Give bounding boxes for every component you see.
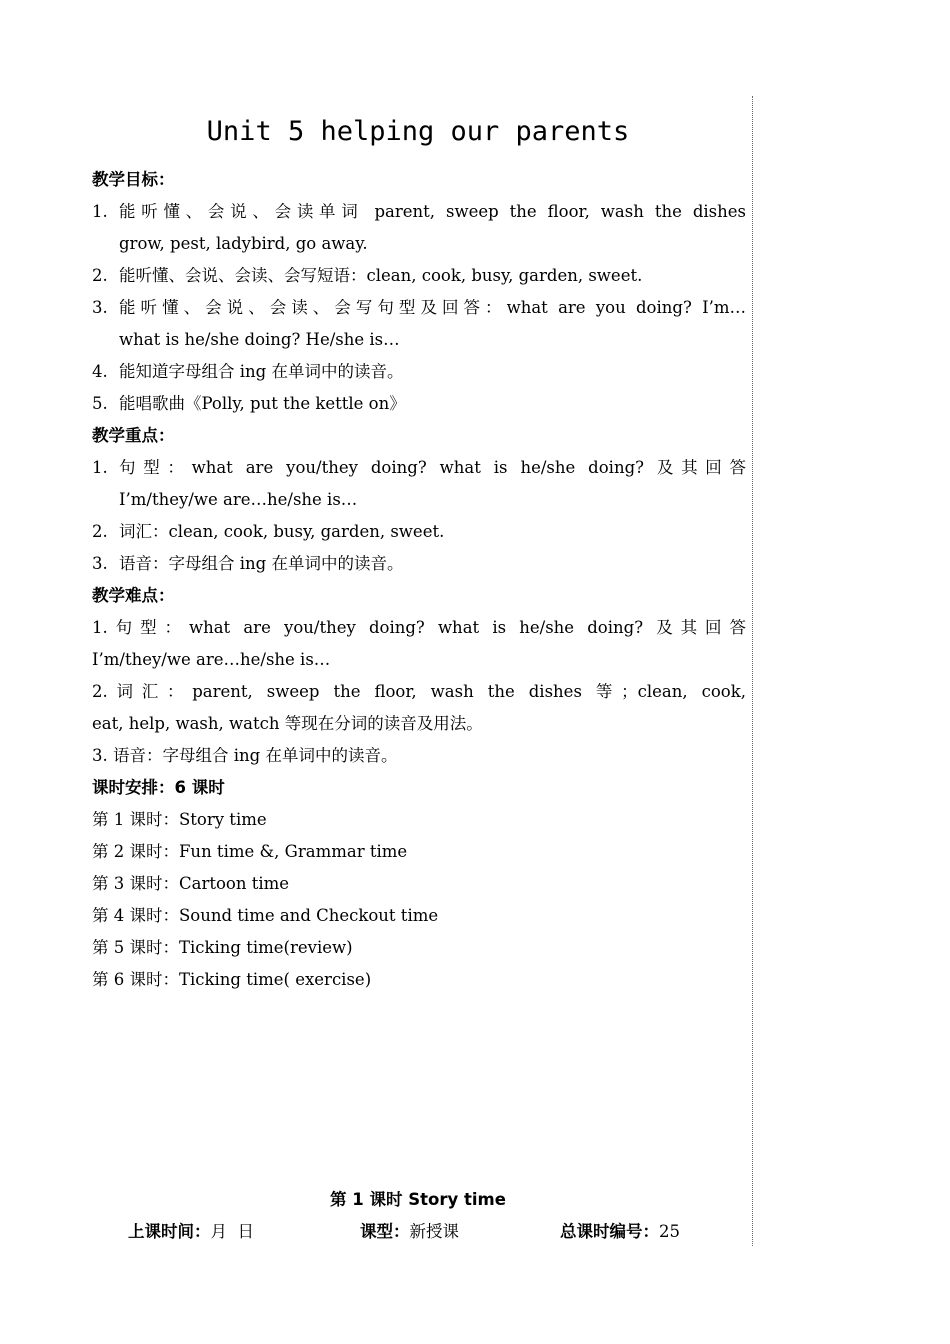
page-margin-line xyxy=(752,96,753,1246)
goal-text: 能听懂、会说、会读单词 parent, sweep the floor, wash the dishes xyxy=(119,202,746,221)
lesson-number-value: 25 xyxy=(659,1222,680,1241)
class-time-value: 月 日 xyxy=(210,1222,254,1241)
difficulty-line-2: I’m/they/we are…he/she is… xyxy=(92,650,331,669)
goal-item-4 xyxy=(92,356,746,388)
schedule-heading: 课时安排：6 课时 xyxy=(92,778,225,797)
lesson-item: 第 5 课时：Ticking time(review) xyxy=(92,938,353,957)
lesson-item: 第 1 课时：Story time xyxy=(92,810,267,829)
difficulty-line-3: 2.词汇：parent, sweep the floor, wash the dishes 等；clean, cook, xyxy=(92,682,746,701)
goal-text: 能知道字母组合 ing 在单词中的读音。 xyxy=(119,362,404,381)
key-point-number: 1. xyxy=(92,458,108,477)
goal-text: 能听懂、会说、会读、会写句型及回答：what are you doing? I’m… xyxy=(119,298,746,317)
goal-text: 能听懂、会说、会读、会写短语：clean, cook, busy, garden, sweet. xyxy=(119,266,643,285)
lesson-number-label: 总课时编号： xyxy=(560,1222,659,1241)
goal-item-1 xyxy=(92,196,746,228)
goal-item-2 xyxy=(92,260,746,292)
key-point-item-3 xyxy=(92,548,746,580)
lesson-type-label: 课型： xyxy=(360,1222,410,1241)
lesson-title: 第 1 课时 Story time xyxy=(330,1190,506,1209)
lesson-item: 第 3 课时：Cartoon time xyxy=(92,874,290,893)
lesson-item: 第 6 课时：Ticking time( exercise) xyxy=(92,970,372,989)
goal-item-3-continuation: what is he/she doing? He/she is… xyxy=(119,330,400,349)
difficulty-line-4: eat, help, wash, watch 等现在分词的读音及用法。 xyxy=(92,714,483,733)
key-point-item-1 xyxy=(92,452,746,484)
goal-text: 能唱歌曲《Polly, put the kettle on》 xyxy=(119,394,406,413)
lesson-number xyxy=(560,1216,680,1248)
key-point-item-2 xyxy=(92,516,746,548)
lesson-info-row xyxy=(0,1216,950,1248)
key-points-heading: 教学重点： xyxy=(92,426,175,445)
key-point-number: 2. xyxy=(92,522,108,541)
key-point-text: 句型：what are you/they doing? what is he/she doing? 及其回答 xyxy=(119,458,746,477)
goal-item-5 xyxy=(92,388,746,420)
goal-number: 2. xyxy=(92,266,108,285)
lesson-item: 第 2 课时：Fun time &, Grammar time xyxy=(92,842,408,861)
document-title: Unit 5 helping our parents xyxy=(206,116,630,147)
goals-heading: 教学目标： xyxy=(92,170,175,189)
key-point-text: 词汇：clean, cook, busy, garden, sweet. xyxy=(119,522,445,541)
document-body xyxy=(92,164,746,996)
difficulty-line-5: 3. 语音：字母组合 ing 在单词中的读音。 xyxy=(92,746,398,765)
lesson-type-value: 新授课 xyxy=(409,1222,459,1241)
class-time-label: 上课时间： xyxy=(128,1222,211,1241)
difficulty-line-1: 1.句型：what are you/they doing? what is he/she doing? 及其回答 xyxy=(92,618,746,637)
lesson-type xyxy=(360,1216,459,1248)
goal-item-1-continuation: grow, pest, ladybird, go away. xyxy=(119,234,368,253)
key-point-item-1-continuation: I’m/they/we are…he/she is… xyxy=(119,490,358,509)
goal-item-3 xyxy=(92,292,746,324)
key-point-number: 3. xyxy=(92,554,108,573)
key-point-text: 语音：字母组合 ing 在单词中的读音。 xyxy=(119,554,404,573)
lesson-item: 第 4 课时：Sound time and Checkout time xyxy=(92,906,439,925)
goal-number: 3. xyxy=(92,298,108,317)
goal-number: 4. xyxy=(92,362,108,381)
goal-number: 1. xyxy=(92,202,108,221)
difficulties-heading: 教学难点： xyxy=(92,586,175,605)
class-time xyxy=(128,1216,254,1248)
goal-number: 5. xyxy=(92,394,108,413)
